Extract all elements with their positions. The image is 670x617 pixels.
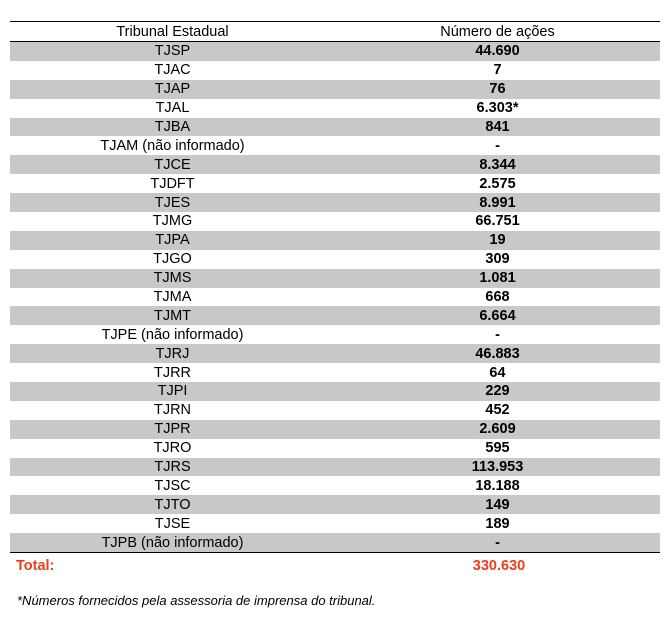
table-row [10,344,660,363]
count-cell: 189 [485,515,510,532]
court-cell: TJMG [152,213,193,230]
count-cell: - [495,534,500,551]
table-row [10,495,660,514]
count-cell: - [495,326,500,343]
court-cell: TJPA [155,232,190,249]
count-cell: 76 [489,81,506,98]
table-row [10,99,660,118]
table-row [10,118,660,137]
table-row [10,250,660,269]
court-cell: TJPR [154,421,191,438]
court-cell: TJAL [155,100,190,117]
count-cell: 149 [485,496,510,513]
table-row [10,174,660,193]
count-cell: 2.575 [479,175,516,192]
court-cell: TJRR [153,364,192,381]
table-row [10,382,660,401]
courts-table [10,21,660,553]
count-cell: 668 [485,289,510,306]
table-row [10,420,660,439]
count-cell: 1.081 [479,270,516,287]
court-cell: TJCE [154,156,191,173]
count-cell: 8.344 [479,156,516,173]
table-row [10,231,660,250]
court-cell: TJMT [153,307,192,324]
header-court: Tribunal Estadual [116,23,229,40]
count-cell: - [495,137,500,154]
count-cell: 309 [485,251,510,268]
table-row [10,533,660,552]
court-cell: TJAM (não informado) [100,137,245,154]
court-cell: TJMA [153,289,192,306]
count-cell: 19 [489,232,506,249]
total-value: 330.630 [472,558,526,574]
table-row [10,193,660,212]
table-row [10,476,660,495]
table-row [10,458,660,477]
table-header [10,22,660,42]
table-row [10,136,660,155]
count-cell: 64 [489,364,506,381]
count-cell: 8.991 [479,194,516,211]
court-cell: TJRN [153,402,192,419]
table-body [10,42,660,552]
court-cell: TJMS [153,270,192,287]
court-cell: TJBA [154,119,191,135]
count-cell: 46.883 [475,345,520,362]
count-cell: 595 [485,440,510,457]
total-label: Total: [16,558,55,574]
court-cell: TJPE (não informado) [101,326,244,343]
table-row [10,401,660,420]
court-cell: TJES [154,194,191,211]
court-cell: TJPI [157,383,188,400]
table-row [10,212,660,231]
header-count: Número de ações [440,23,555,40]
count-cell: 18.188 [475,477,520,494]
table-row [10,269,660,288]
count-cell: 44.690 [475,43,520,60]
count-cell: 7 [493,62,502,79]
table-row [10,325,660,344]
court-cell: TJAC [154,62,191,79]
court-cell: TJRJ [155,345,190,362]
court-cell: TJPB (não informado) [101,534,244,551]
count-cell: 452 [485,402,510,419]
total-row [10,556,660,576]
count-cell: 229 [485,383,510,400]
table-row [10,306,660,325]
court-cell: TJRS [154,459,191,476]
court-cell: TJGO [153,251,192,268]
table-row [10,363,660,382]
table-row [10,288,660,307]
count-cell: 113.953 [471,459,524,476]
court-cell: TJSP [154,43,191,60]
court-cell: TJSC [154,477,191,494]
court-cell: TJAP [154,81,191,98]
table-row [10,80,660,99]
court-cell: TJDFT [150,175,195,192]
court-cell: TJRO [153,440,192,457]
court-cell: TJTO [154,496,191,513]
table-row [10,42,660,61]
court-cell: TJSE [154,515,191,532]
table-row [10,514,660,533]
table-row [10,155,660,174]
table-row [10,61,660,80]
table-row [10,439,660,458]
count-cell: 6.664 [479,307,516,324]
count-cell: 2.609 [479,421,516,438]
count-cell: 841 [485,119,510,135]
count-cell: 66.751 [475,213,520,230]
count-cell: 6.303* [476,100,519,117]
footnote: *Números fornecidos pela assessoria de imprensa do tribunal. [17,593,376,608]
